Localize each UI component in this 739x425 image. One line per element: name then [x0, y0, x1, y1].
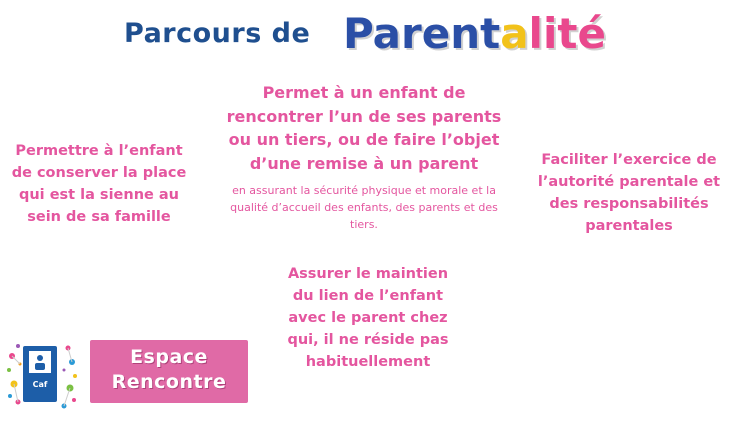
- caf-logo: [23, 346, 57, 402]
- title-letter: e: [421, 9, 451, 58]
- goal-center-text: Permet à un enfant de rencontrer l’un de ses parents ou un tiers, ou de faire l’objet d’une remise à un parent: [226, 83, 502, 173]
- title-letter: n: [450, 9, 481, 58]
- goal-right-text: Faciliter l’exercice de l’autorité parentale et des responsabilités parentales: [537, 152, 721, 234]
- espace-label: Espace: [130, 346, 208, 368]
- goal-bottom-text: Assurer le maintien du lien de l’enfant avec le parent chez qui, il ne réside pas habituellement: [287, 266, 449, 370]
- espace-rencontre-logo: [90, 340, 248, 403]
- title-letter: a: [500, 9, 529, 58]
- title-letter: l: [528, 9, 543, 58]
- page-title: [124, 6, 644, 62]
- title-letter: P: [343, 9, 373, 58]
- caf-emblem-icon: [29, 351, 51, 373]
- title-letter: a: [372, 9, 401, 58]
- title-letter: é: [577, 9, 606, 58]
- goal-center-subtext: en assurant la sécurité physique et morale et la qualité d’accueil des enfants, des parents et des tiers.: [230, 184, 498, 231]
- rencontre-label: Rencontre: [111, 371, 227, 393]
- title-letter: i: [542, 9, 558, 58]
- caf-label: Caf: [32, 380, 48, 389]
- title-letter: t: [557, 9, 578, 58]
- title-prefix: Parcours de: [124, 18, 311, 49]
- goal-left-text: Permettre à l’enfant de conserver la place qui est la sienne au sein de sa famille: [11, 143, 187, 225]
- title-letter: t: [480, 9, 501, 58]
- title-word-parentalite: [343, 6, 606, 62]
- title-letter: r: [401, 9, 422, 58]
